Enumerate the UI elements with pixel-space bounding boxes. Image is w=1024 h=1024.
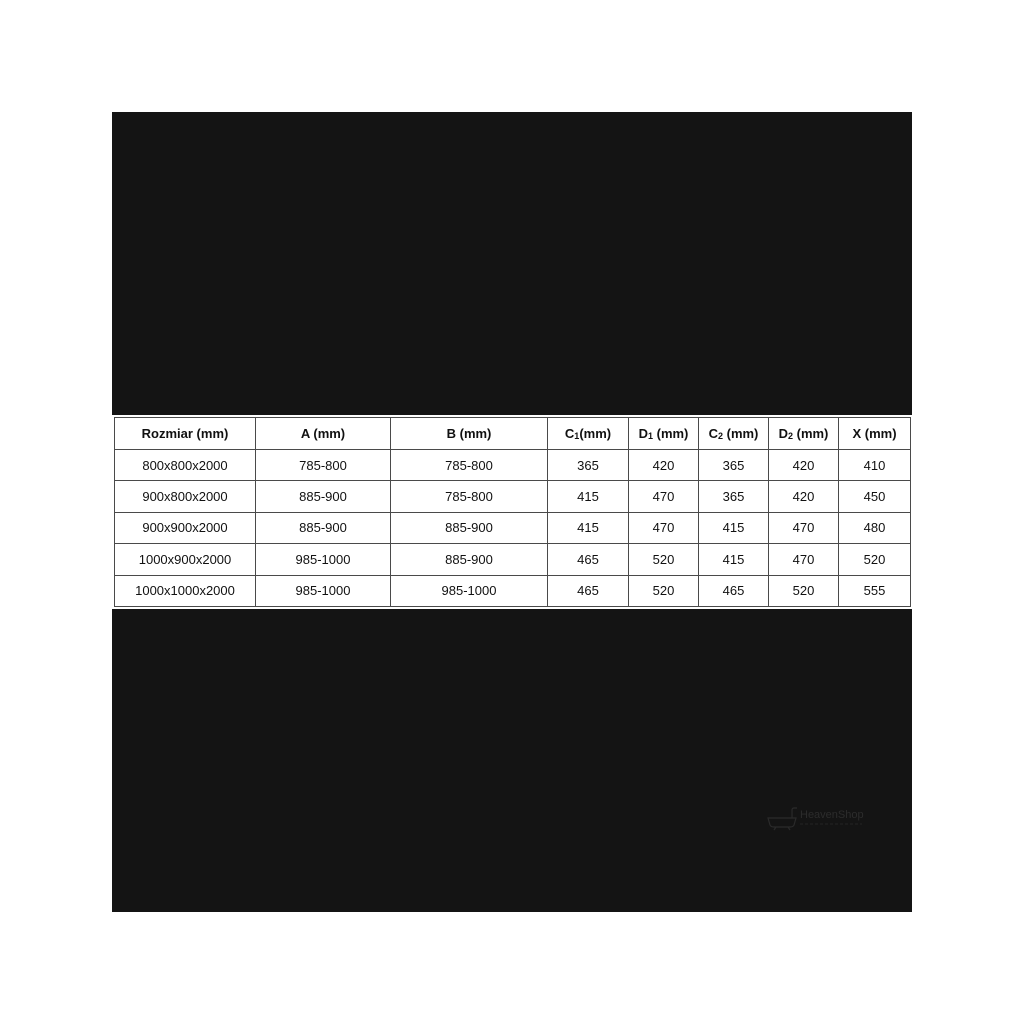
dimensions-table-container bbox=[112, 415, 912, 609]
table-row bbox=[115, 512, 911, 543]
header-size: Rozmiar (mm) bbox=[115, 418, 256, 450]
cell-c1: 415 bbox=[548, 481, 629, 512]
table-row bbox=[115, 575, 911, 606]
cell-c1: 465 bbox=[548, 575, 629, 606]
cell-x: 555 bbox=[839, 575, 911, 606]
cell-d2: 420 bbox=[769, 481, 839, 512]
cell-d2: 470 bbox=[769, 544, 839, 575]
header-c1: $C_1(mm)$ bbox=[548, 418, 629, 450]
cell-size: 900x800x2000 bbox=[115, 481, 256, 512]
cell-b: 885-900 bbox=[391, 544, 548, 575]
cell-x: 480 bbox=[839, 512, 911, 543]
bathtub-logo-icon bbox=[766, 806, 886, 832]
cell-b: 885-900 bbox=[391, 512, 548, 543]
cell-d2: 520 bbox=[769, 575, 839, 606]
cell-a: 985-1000 bbox=[256, 575, 391, 606]
cell-c2: 365 bbox=[699, 450, 769, 481]
cell-a: 885-900 bbox=[256, 481, 391, 512]
cell-size: 1000x900x2000 bbox=[115, 544, 256, 575]
cell-d1: 470 bbox=[629, 512, 699, 543]
cell-c2: 465 bbox=[699, 575, 769, 606]
cell-b: 785-800 bbox=[391, 481, 548, 512]
header-c2: $C_2$ (mm) bbox=[699, 418, 769, 450]
header-d2: $D_2$ (mm) bbox=[769, 418, 839, 450]
cell-c2: 365 bbox=[699, 481, 769, 512]
header-x: X (mm) bbox=[839, 418, 911, 450]
cell-size: 900x900x2000 bbox=[115, 512, 256, 543]
heavenshop-watermark bbox=[766, 806, 886, 832]
cell-c1: 365 bbox=[548, 450, 629, 481]
cell-d1: 420 bbox=[629, 450, 699, 481]
cell-size: 1000x1000x2000 bbox=[115, 575, 256, 606]
cell-c1: 465 bbox=[548, 544, 629, 575]
table-row bbox=[115, 481, 911, 512]
watermark-logo-text: HeavenShop bbox=[800, 809, 864, 821]
cell-a: 785-800 bbox=[256, 450, 391, 481]
dimensions-table bbox=[114, 417, 911, 607]
bottom-image-panel bbox=[112, 609, 912, 912]
cell-b: 785-800 bbox=[391, 450, 548, 481]
table-row bbox=[115, 544, 911, 575]
cell-c2: 415 bbox=[699, 512, 769, 543]
cell-a: 985-1000 bbox=[256, 544, 391, 575]
cell-a: 885-900 bbox=[256, 512, 391, 543]
cell-size: 800x800x2000 bbox=[115, 450, 256, 481]
header-b: B (mm) bbox=[391, 418, 548, 450]
top-image-panel bbox=[112, 112, 912, 415]
cell-c2: 415 bbox=[699, 544, 769, 575]
cell-x: 410 bbox=[839, 450, 911, 481]
header-a: A (mm) bbox=[256, 418, 391, 450]
cell-x: 520 bbox=[839, 544, 911, 575]
cell-b: 985-1000 bbox=[391, 575, 548, 606]
cell-d1: 520 bbox=[629, 575, 699, 606]
cell-d2: 470 bbox=[769, 512, 839, 543]
cell-d2: 420 bbox=[769, 450, 839, 481]
header-d1: $D_1$ (mm) bbox=[629, 418, 699, 450]
cell-d1: 470 bbox=[629, 481, 699, 512]
cell-x: 450 bbox=[839, 481, 911, 512]
table-row bbox=[115, 450, 911, 481]
cell-c1: 415 bbox=[548, 512, 629, 543]
table-header-row bbox=[115, 418, 911, 450]
cell-d1: 520 bbox=[629, 544, 699, 575]
